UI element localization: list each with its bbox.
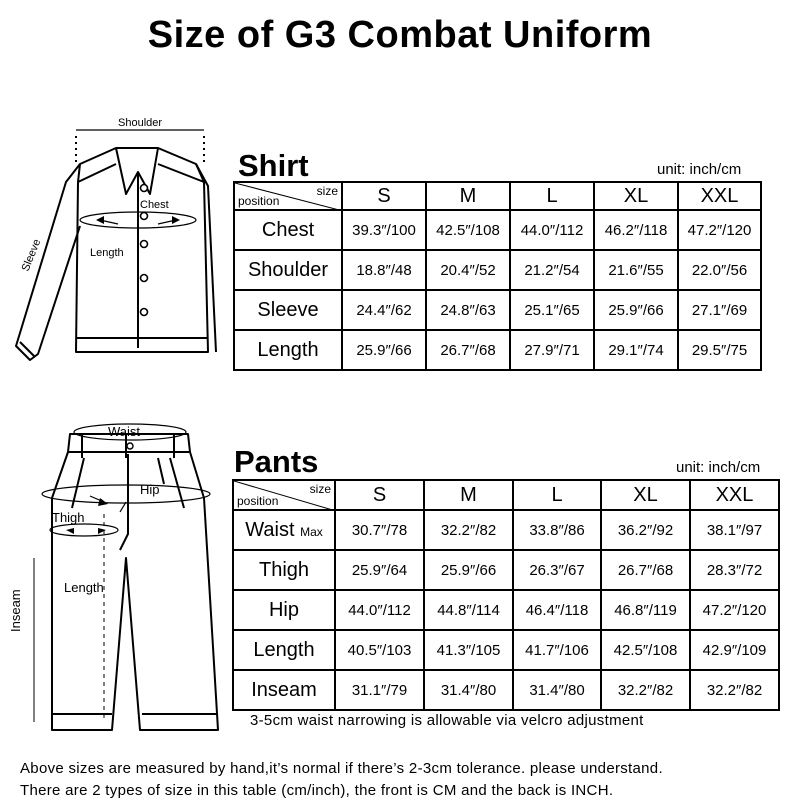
table-row	[233, 510, 779, 550]
page-title: Size of G3 Combat Uniform	[147, 14, 653, 56]
pants-heading: Pants	[234, 444, 319, 479]
table-cell: 44.8″/114	[424, 590, 513, 630]
shirt-row-label: Shoulder	[234, 250, 342, 290]
table-cell: 26.7″/68	[426, 330, 510, 370]
pants-size-table	[232, 479, 780, 711]
shirt-size-m: M	[426, 182, 510, 210]
pants-thigh-label: Thigh	[52, 510, 85, 525]
table-cell: 21.6″/55	[594, 250, 678, 290]
shirt-corner-cell	[234, 182, 342, 210]
table-cell: 21.2″/54	[510, 250, 594, 290]
shirt-size-xl: XL	[594, 182, 678, 210]
table-cell: 46.2″/118	[594, 210, 678, 250]
pants-row-label: Inseam	[233, 670, 335, 710]
shirt-size-l: L	[510, 182, 594, 210]
pants-row-label: Hip	[233, 590, 335, 630]
table-row	[234, 210, 761, 250]
table-cell: 31.4″/80	[513, 670, 601, 710]
shirt-unit: unit: inch/cm	[657, 161, 742, 178]
pants-size-s: S	[335, 480, 424, 510]
table-cell: 26.7″/68	[601, 550, 690, 590]
table-cell: 47.2″/120	[678, 210, 761, 250]
table-cell: 30.7″/78	[335, 510, 424, 550]
table-cell: 20.4″/52	[426, 250, 510, 290]
pants-size-l: L	[513, 480, 601, 510]
pants-length-label: Length	[64, 580, 104, 595]
pants-waist-label: Waist	[108, 424, 141, 439]
shirt-size-s: S	[342, 182, 426, 210]
pants-corner-cell	[233, 480, 335, 510]
table-cell: 41.3″/105	[424, 630, 513, 670]
pants-illustration	[8, 418, 230, 738]
velcro-note: 3-5cm waist narrowing is allowable via velcro adjustment	[250, 712, 644, 729]
corner-position-label: position	[238, 194, 280, 208]
table-row	[234, 250, 761, 290]
pants-size-xl: XL	[601, 480, 690, 510]
table-cell: 32.2″/82	[601, 670, 690, 710]
table-cell: 38.1″/97	[690, 510, 779, 550]
table-cell: 27.9″/71	[510, 330, 594, 370]
table-cell: 31.4″/80	[424, 670, 513, 710]
table-cell: 32.2″/82	[690, 670, 779, 710]
pants-row-label: Thigh	[233, 550, 335, 590]
waist-max-label: Max	[300, 524, 323, 539]
shirt-heading: Shirt	[238, 148, 309, 183]
pants-size-m: M	[424, 480, 513, 510]
table-row	[234, 330, 761, 370]
corner-size-label: size	[316, 184, 338, 198]
table-row	[233, 550, 779, 590]
waist-label: Waist	[245, 518, 295, 541]
shirt-chest-label: Chest	[140, 199, 169, 211]
table-cell: 42.5″/108	[426, 210, 510, 250]
shirt-length-label: Length	[90, 247, 124, 259]
footer-line-2: There are 2 types of size in this table (cm/inch), the front is CM and the back is INCH.	[20, 782, 614, 799]
pants-unit: unit: inch/cm	[676, 459, 761, 476]
table-cell: 39.3″/100	[342, 210, 426, 250]
table-row	[233, 670, 779, 710]
table-row	[233, 630, 779, 670]
shirt-row-label: Chest	[234, 210, 342, 250]
table-cell: 25.9″/66	[424, 550, 513, 590]
table-cell: 42.9″/109	[690, 630, 779, 670]
table-cell: 29.5″/75	[678, 330, 761, 370]
table-cell: 36.2″/92	[601, 510, 690, 550]
shirt-shoulder-label: Shoulder	[118, 117, 163, 129]
pants-row-label	[233, 510, 335, 550]
table-cell: 42.5″/108	[601, 630, 690, 670]
table-row	[233, 590, 779, 630]
table-cell: 25.9″/66	[342, 330, 426, 370]
table-cell: 25.9″/64	[335, 550, 424, 590]
shirt-row-label: Length	[234, 330, 342, 370]
table-cell: 22.0″/56	[678, 250, 761, 290]
footer-line-1: Above sizes are measured by hand,it’s normal if there’s 2-3cm tolerance. please understand.	[20, 760, 663, 777]
table-cell: 29.1″/74	[594, 330, 678, 370]
table-cell: 25.1″/65	[510, 290, 594, 330]
pants-inseam-label: Inseam	[8, 589, 23, 632]
table-cell: 47.2″/120	[690, 590, 779, 630]
pants-size-xxl: XXL	[690, 480, 779, 510]
table-cell: 46.8″/119	[601, 590, 690, 630]
shirt-illustration	[8, 116, 230, 370]
pants-hip-label: Hip	[140, 482, 160, 497]
table-cell: 33.8″/86	[513, 510, 601, 550]
pants-row-label: Length	[233, 630, 335, 670]
shirt-row-label: Sleeve	[234, 290, 342, 330]
corner-position-label: position	[237, 494, 279, 508]
shirt-sleeve-label: Sleeve	[19, 237, 44, 274]
table-cell: 44.0″/112	[335, 590, 424, 630]
table-cell: 46.4″/118	[513, 590, 601, 630]
table-cell: 40.5″/103	[335, 630, 424, 670]
corner-size-label: size	[309, 482, 331, 496]
table-cell: 24.4″/62	[342, 290, 426, 330]
table-cell: 26.3″/67	[513, 550, 601, 590]
table-cell: 31.1″/79	[335, 670, 424, 710]
table-cell: 27.1″/69	[678, 290, 761, 330]
table-cell: 18.8″/48	[342, 250, 426, 290]
table-cell: 25.9″/66	[594, 290, 678, 330]
shirt-size-xxl: XXL	[678, 182, 761, 210]
table-cell: 24.8″/63	[426, 290, 510, 330]
table-cell: 44.0″/112	[510, 210, 594, 250]
table-cell: 32.2″/82	[424, 510, 513, 550]
shirt-size-table	[233, 181, 762, 371]
table-cell: 28.3″/72	[690, 550, 779, 590]
table-row	[234, 290, 761, 330]
table-cell: 41.7″/106	[513, 630, 601, 670]
